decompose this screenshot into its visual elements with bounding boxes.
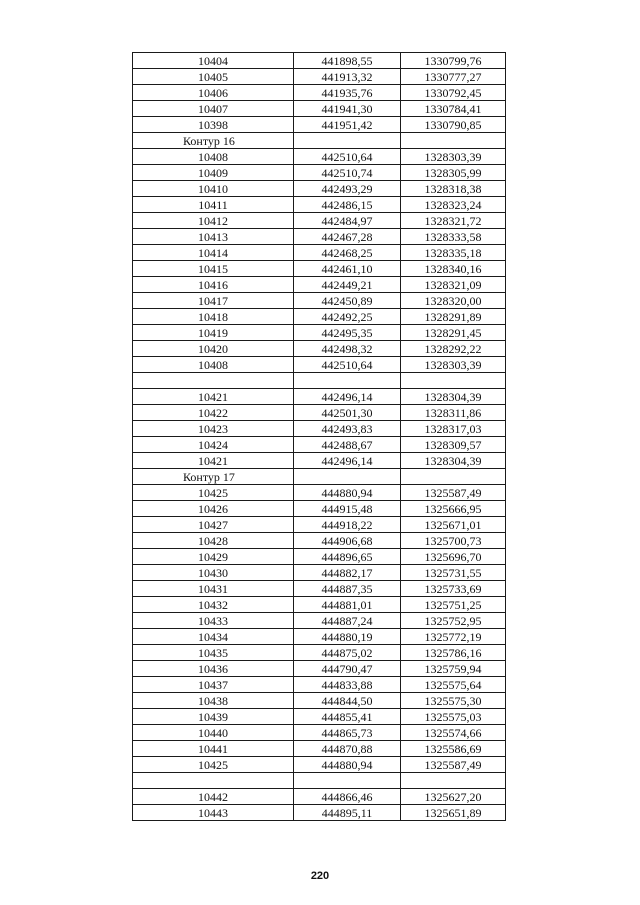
table-row [133,181,506,197]
x-coordinate-cell: 442449,21 [294,277,401,293]
x-coordinate-cell: 442493,83 [294,421,401,437]
x-coordinate-cell: 441941,30 [294,101,401,117]
y-coordinate-cell: 1325733,69 [401,581,506,597]
table-row [133,261,506,277]
x-coordinate-cell [294,373,401,389]
y-coordinate-cell: 1325627,20 [401,789,506,805]
table-row [133,117,506,133]
point-number-cell: 10408 [133,357,294,373]
point-number-cell: 10431 [133,581,294,597]
y-coordinate-cell: 1328320,00 [401,293,506,309]
y-coordinate-cell: 1330777,27 [401,69,506,85]
point-number-cell: 10423 [133,421,294,437]
point-number-cell: 10419 [133,325,294,341]
y-coordinate-cell: 1325587,49 [401,757,506,773]
x-coordinate-cell: 444855,41 [294,709,401,725]
table-row [133,85,506,101]
table-row [133,565,506,581]
y-coordinate-cell: 1328317,03 [401,421,506,437]
y-coordinate-cell: 1325575,64 [401,677,506,693]
contour-header-row [133,469,506,485]
point-number-cell: 10408 [133,149,294,165]
blank-row [133,773,506,789]
y-coordinate-cell: 1325731,55 [401,565,506,581]
x-coordinate-cell: 444880,94 [294,485,401,501]
x-coordinate-cell: 441951,42 [294,117,401,133]
y-coordinate-cell: 1328304,39 [401,453,506,469]
table-row [133,245,506,261]
x-coordinate-cell [294,469,401,485]
point-number-cell: 10420 [133,341,294,357]
table-row [133,613,506,629]
x-coordinate-cell: 442498,32 [294,341,401,357]
x-coordinate-cell: 442450,89 [294,293,401,309]
point-number-cell: 10407 [133,101,294,117]
table-row [133,549,506,565]
table-row [133,437,506,453]
point-number-cell: 10427 [133,517,294,533]
y-coordinate-cell: 1325752,95 [401,613,506,629]
table-row [133,101,506,117]
point-number-cell: 10429 [133,549,294,565]
point-number-cell: 10432 [133,597,294,613]
y-coordinate-cell: 1325696,70 [401,549,506,565]
x-coordinate-cell: 441913,32 [294,69,401,85]
table-row [133,533,506,549]
table-row [133,277,506,293]
y-coordinate-cell: 1325575,03 [401,709,506,725]
table-row [133,805,506,821]
point-number-cell: 10439 [133,709,294,725]
x-coordinate-cell: 444906,68 [294,533,401,549]
table-row [133,229,506,245]
y-coordinate-cell: 1325751,25 [401,597,506,613]
point-number-cell: 10433 [133,613,294,629]
table-row [133,69,506,85]
table-row [133,693,506,709]
table-row [133,165,506,181]
point-number-cell: 10410 [133,181,294,197]
x-coordinate-cell: 442510,74 [294,165,401,181]
y-coordinate-cell: 1328309,57 [401,437,506,453]
x-coordinate-cell: 442496,14 [294,453,401,469]
y-coordinate-cell: 1325651,89 [401,805,506,821]
point-number-cell: 10436 [133,661,294,677]
y-coordinate-cell: 1330784,41 [401,101,506,117]
point-number-cell: 10441 [133,741,294,757]
point-number-cell: Контур 16 [133,133,294,149]
y-coordinate-cell: 1325772,19 [401,629,506,645]
y-coordinate-cell: 1328291,89 [401,309,506,325]
y-coordinate-cell: 1328291,45 [401,325,506,341]
table-row [133,629,506,645]
table-body [133,53,506,821]
table-row [133,741,506,757]
x-coordinate-cell: 444887,35 [294,581,401,597]
y-coordinate-cell: 1328321,72 [401,213,506,229]
table-row [133,709,506,725]
y-coordinate-cell: 1325575,30 [401,693,506,709]
point-number-cell: 10424 [133,437,294,453]
table-row [133,645,506,661]
x-coordinate-cell: 442488,67 [294,437,401,453]
y-coordinate-cell: 1325586,69 [401,741,506,757]
table-row [133,341,506,357]
y-coordinate-cell: 1328305,99 [401,165,506,181]
point-number-cell: 10434 [133,629,294,645]
x-coordinate-cell [294,773,401,789]
x-coordinate-cell: 442461,10 [294,261,401,277]
y-coordinate-cell: 1328303,39 [401,149,506,165]
table-row [133,581,506,597]
x-coordinate-cell: 444866,46 [294,789,401,805]
y-coordinate-cell: 1330790,85 [401,117,506,133]
table-row [133,405,506,421]
y-coordinate-cell: 1325574,66 [401,725,506,741]
x-coordinate-cell [294,133,401,149]
table-row [133,293,506,309]
table-row [133,421,506,437]
table-row [133,517,506,533]
point-number-cell: 10413 [133,229,294,245]
y-coordinate-cell [401,773,506,789]
x-coordinate-cell: 444870,88 [294,741,401,757]
y-coordinate-cell [401,469,506,485]
table-row [133,597,506,613]
y-coordinate-cell: 1328303,39 [401,357,506,373]
point-number-cell: 10411 [133,197,294,213]
point-number-cell [133,373,294,389]
x-coordinate-cell: 442486,15 [294,197,401,213]
table-row [133,197,506,213]
x-coordinate-cell: 442496,14 [294,389,401,405]
table-row [133,677,506,693]
x-coordinate-cell: 442492,25 [294,309,401,325]
y-coordinate-cell: 1328321,09 [401,277,506,293]
table-row [133,485,506,501]
table-row [133,501,506,517]
x-coordinate-cell: 442501,30 [294,405,401,421]
table-row [133,789,506,805]
x-coordinate-cell: 444887,24 [294,613,401,629]
table-row [133,661,506,677]
point-number-cell: 10428 [133,533,294,549]
y-coordinate-cell [401,133,506,149]
point-number-cell: 10416 [133,277,294,293]
point-number-cell: 10438 [133,693,294,709]
x-coordinate-cell: 441898,55 [294,53,401,69]
point-number-cell: 10426 [133,501,294,517]
point-number-cell: 10414 [133,245,294,261]
point-number-cell: 10418 [133,309,294,325]
y-coordinate-cell: 1328318,38 [401,181,506,197]
x-coordinate-cell: 444875,02 [294,645,401,661]
y-coordinate-cell: 1325786,16 [401,645,506,661]
table-row [133,725,506,741]
point-number-cell: 10442 [133,789,294,805]
blank-row [133,373,506,389]
x-coordinate-cell: 444844,50 [294,693,401,709]
point-number-cell: 10437 [133,677,294,693]
x-coordinate-cell: 444880,19 [294,629,401,645]
x-coordinate-cell: 442484,97 [294,213,401,229]
table-row [133,357,506,373]
table-row [133,389,506,405]
point-number-cell: 10421 [133,389,294,405]
x-coordinate-cell: 442493,29 [294,181,401,197]
point-number-cell: 10435 [133,645,294,661]
point-number-cell: Контур 17 [133,469,294,485]
point-number-cell: 10440 [133,725,294,741]
table-row [133,757,506,773]
x-coordinate-cell: 444880,94 [294,757,401,773]
point-number-cell: 10421 [133,453,294,469]
y-coordinate-cell: 1330799,76 [401,53,506,69]
y-coordinate-cell: 1328311,86 [401,405,506,421]
y-coordinate-cell [401,373,506,389]
y-coordinate-cell: 1325671,01 [401,517,506,533]
point-number-cell [133,773,294,789]
x-coordinate-cell: 444915,48 [294,501,401,517]
x-coordinate-cell: 442468,25 [294,245,401,261]
y-coordinate-cell: 1328304,39 [401,389,506,405]
y-coordinate-cell: 1328292,22 [401,341,506,357]
y-coordinate-cell: 1328333,58 [401,229,506,245]
table-row [133,453,506,469]
x-coordinate-cell: 442467,28 [294,229,401,245]
table-row [133,325,506,341]
point-number-cell: 10412 [133,213,294,229]
table-row [133,149,506,165]
y-coordinate-cell: 1328335,18 [401,245,506,261]
contour-header-row [133,133,506,149]
y-coordinate-cell: 1325587,49 [401,485,506,501]
x-coordinate-cell: 444918,22 [294,517,401,533]
x-coordinate-cell: 444882,17 [294,565,401,581]
point-number-cell: 10405 [133,69,294,85]
point-number-cell: 10398 [133,117,294,133]
point-number-cell: 10417 [133,293,294,309]
point-number-cell: 10404 [133,53,294,69]
table-row [133,53,506,69]
table-row [133,309,506,325]
x-coordinate-cell: 442510,64 [294,357,401,373]
x-coordinate-cell: 444865,73 [294,725,401,741]
point-number-cell: 10425 [133,485,294,501]
x-coordinate-cell: 444896,65 [294,549,401,565]
point-number-cell: 10406 [133,85,294,101]
x-coordinate-cell: 444881,01 [294,597,401,613]
y-coordinate-cell: 1328323,24 [401,197,506,213]
y-coordinate-cell: 1325759,94 [401,661,506,677]
y-coordinate-cell: 1328340,16 [401,261,506,277]
table-row [133,213,506,229]
y-coordinate-cell: 1325666,95 [401,501,506,517]
point-number-cell: 10430 [133,565,294,581]
x-coordinate-cell: 444790,47 [294,661,401,677]
x-coordinate-cell: 442495,35 [294,325,401,341]
point-number-cell: 10443 [133,805,294,821]
page-number: 220 [310,870,330,882]
x-coordinate-cell: 442510,64 [294,149,401,165]
x-coordinate-cell: 444895,11 [294,805,401,821]
x-coordinate-cell: 441935,76 [294,85,401,101]
y-coordinate-cell: 1325700,73 [401,533,506,549]
point-number-cell: 10425 [133,757,294,773]
point-number-cell: 10409 [133,165,294,181]
point-number-cell: 10422 [133,405,294,421]
y-coordinate-cell: 1330792,45 [401,85,506,101]
x-coordinate-cell: 444833,88 [294,677,401,693]
coordinates-table [132,52,506,821]
point-number-cell: 10415 [133,261,294,277]
